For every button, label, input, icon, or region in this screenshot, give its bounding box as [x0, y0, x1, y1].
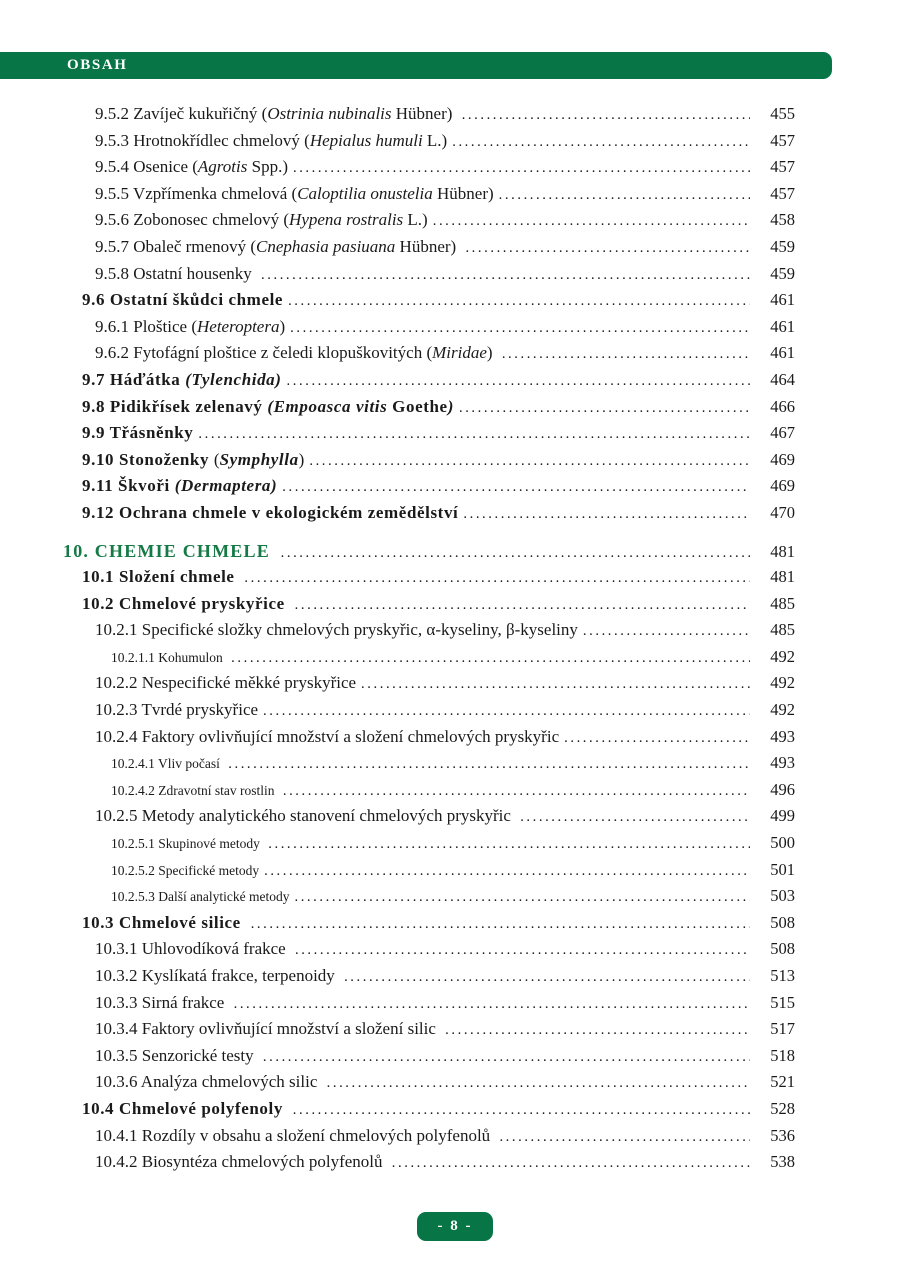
- entry-page-number: 508: [770, 939, 795, 959]
- toc-entry: [0, 966, 795, 993]
- entry-page-number: 493: [770, 726, 795, 746]
- entry-page-number: 467: [770, 423, 795, 443]
- entry-text: 10.2.3 Tvrdé pryskyřice: [95, 700, 259, 720]
- toc-entry: [0, 647, 795, 674]
- entry-text: 10.2.1 Specifické složky chmelových pryskyřic, α-kyseliny, β-kyseliny: [95, 620, 578, 640]
- header-bar: [0, 52, 832, 79]
- toc-entry: [0, 700, 795, 727]
- toc-entry: [0, 423, 795, 450]
- dotted-leader: [287, 373, 750, 390]
- dotted-leader: [263, 703, 750, 720]
- entry-page-number: 459: [770, 236, 795, 256]
- entry-page-number: 518: [770, 1045, 795, 1065]
- entry-page-number: 457: [770, 157, 795, 177]
- dotted-leader: [293, 160, 750, 177]
- entry-text: 9.6.2 Fytofágní ploštice z čeledi klopuškovitých (Miridae): [95, 343, 497, 363]
- entry-text: 9.6 Ostatní škůdci chmele: [82, 290, 284, 310]
- entry-text: 10.3.4 Faktory ovlivňující množství a složení silic: [95, 1019, 441, 1039]
- toc-entry: [0, 343, 795, 370]
- entry-page-number: 457: [770, 183, 795, 203]
- toc-entry: [0, 886, 795, 913]
- dotted-leader: [583, 623, 750, 640]
- dotted-leader: [282, 479, 750, 496]
- entry-text: 10.4 Chmelové polyfenoly: [82, 1098, 288, 1118]
- toc-entry: [0, 503, 795, 530]
- entry-text: 10.2 Chmelové pryskyřice: [82, 593, 290, 613]
- dotted-leader: [459, 400, 750, 417]
- entry-page-number: 464: [770, 369, 795, 389]
- dotted-leader: [327, 1075, 750, 1092]
- toc-entry: [0, 780, 795, 807]
- dotted-leader: [251, 916, 750, 933]
- entry-page-number: 481: [770, 567, 795, 587]
- toc-entry: [0, 913, 795, 940]
- toc-entry: [0, 370, 795, 397]
- entry-page-number: 461: [770, 343, 795, 363]
- dotted-leader: [283, 783, 750, 800]
- dotted-leader: [502, 346, 750, 363]
- entry-page-number: 492: [770, 700, 795, 720]
- entry-page-number: 469: [770, 449, 795, 469]
- entry-page-number: 508: [770, 912, 795, 932]
- entry-page-number: 538: [770, 1152, 795, 1172]
- entry-text: 10.3.3 Sirná frakce: [95, 992, 229, 1012]
- entry-text: 9.7 Háďátka (Tylenchida): [82, 369, 282, 389]
- toc-entry: [0, 673, 795, 700]
- toc-entry: [0, 594, 795, 621]
- dotted-leader: [433, 213, 750, 230]
- entry-text: 10.3.1 Uhlovodíková frakce: [95, 939, 290, 959]
- dotted-leader: [462, 107, 750, 124]
- entry-page-number: 470: [770, 502, 795, 522]
- entry-text: 9.11 Škvoři (Dermaptera): [82, 476, 278, 496]
- entry-page-number: 481: [770, 541, 795, 561]
- dotted-leader: [520, 809, 750, 826]
- entry-page-number: 466: [770, 396, 795, 416]
- toc-entry: [0, 1046, 795, 1073]
- toc-entry: [0, 806, 795, 833]
- toc-entry: [0, 833, 795, 860]
- entry-page-number: 493: [770, 753, 795, 773]
- page-number-label: - 8 -: [437, 1218, 473, 1234]
- entry-page-number: 517: [770, 1019, 795, 1039]
- entry-page-number: 461: [770, 316, 795, 336]
- entry-page-number: 459: [770, 263, 795, 283]
- dotted-leader: [281, 545, 750, 562]
- entry-page-number: 458: [770, 210, 795, 230]
- toc-entry: [0, 264, 795, 291]
- entry-page-number: 499: [770, 806, 795, 826]
- entry-page-number: 461: [770, 290, 795, 310]
- toc-entry: [0, 541, 795, 568]
- dotted-leader: [290, 320, 750, 337]
- dotted-leader: [309, 453, 750, 470]
- dotted-leader: [445, 1022, 750, 1039]
- toc-entry: [0, 567, 795, 594]
- entry-page-number: 513: [770, 966, 795, 985]
- toc-entry: [0, 1099, 795, 1126]
- entry-text: 9.9 Třásněnky: [82, 423, 194, 443]
- entry-text: 10.3.5 Senzorické testy: [95, 1045, 258, 1065]
- entry-text: 9.5.7 Obaleč rmenový (Cnephasia pasiuana Hübner): [95, 236, 461, 256]
- entry-text: 9.5.6 Zobonosec chmelový (Hypena rostralis L.): [95, 210, 428, 230]
- toc-entry: [0, 397, 795, 424]
- entry-text: 10. CHEMIE CHMELE: [63, 540, 276, 561]
- entry-text: 10.4.2 Biosyntéza chmelových polyfenolů: [95, 1152, 387, 1172]
- dotted-leader: [293, 1102, 750, 1119]
- toc-entry: [0, 1152, 795, 1179]
- entry-text: 9.5.3 Hrotnokřídlec chmelový (Hepialus humuli L.): [95, 130, 448, 150]
- entry-page-number: 485: [770, 593, 795, 613]
- entry-text: 9.12 Ochrana chmele v ekologickém zemědělství: [82, 502, 459, 522]
- toc-entry: [0, 1126, 795, 1153]
- entry-page-number: 492: [770, 646, 795, 666]
- entry-text: 10.2.5.2 Specifické metody: [111, 862, 260, 878]
- entry-text: 9.10 Stonoženky (Symphylla): [82, 449, 305, 469]
- dotted-leader: [231, 650, 750, 667]
- dotted-leader: [465, 240, 750, 257]
- entry-text: 10.2.5 Metody analytického stanovení chmelových pryskyřic: [95, 806, 516, 826]
- dotted-leader: [268, 836, 750, 853]
- page-number-badge: [417, 1212, 493, 1241]
- toc-entry: [0, 290, 795, 317]
- entry-text: 10.2.1.1 Kohumulon: [111, 649, 227, 665]
- entry-page-number: 500: [770, 833, 795, 853]
- toc-entry: [0, 620, 795, 647]
- entry-text: 10.2.2 Nespecifické měkké pryskyřice: [95, 673, 357, 693]
- entry-page-number: 457: [770, 130, 795, 150]
- dotted-leader: [263, 1049, 750, 1066]
- toc-entry: [0, 993, 795, 1020]
- entry-page-number: 485: [770, 620, 795, 640]
- toc-entry: [0, 104, 795, 131]
- dotted-leader: [294, 889, 750, 906]
- entry-text: 10.4.1 Rozdíly v obsahu a složení chmelových polyfenolů: [95, 1125, 495, 1145]
- toc-entry: [0, 210, 795, 237]
- toc-entry: [0, 131, 795, 158]
- entry-text: 9.6.1 Ploštice (Heteroptera): [95, 316, 286, 336]
- entry-page-number: 492: [770, 673, 795, 693]
- entry-text: 10.2.4.1 Vliv počasí: [111, 756, 224, 772]
- dotted-leader: [288, 293, 750, 310]
- dotted-leader: [452, 134, 750, 151]
- dotted-leader: [228, 756, 750, 773]
- toc-entry: [0, 753, 795, 780]
- toc-entry: [0, 939, 795, 966]
- entry-text: 10.2.5.3 Další analytické metody: [111, 889, 290, 905]
- dotted-leader: [499, 1129, 750, 1146]
- toc-entry: [0, 860, 795, 887]
- dotted-leader: [361, 676, 750, 693]
- entry-text: 9.8 Pidikřísek zelenavý (Empoasca vitis Goethe): [82, 396, 454, 416]
- entry-text: 10.3 Chmelové silice: [82, 912, 246, 932]
- entry-page-number: 515: [770, 992, 795, 1012]
- dotted-leader: [344, 969, 750, 986]
- toc-entry: [0, 1019, 795, 1046]
- dotted-leader: [264, 863, 750, 880]
- toc-entry: [0, 727, 795, 754]
- entry-page-number: 469: [770, 476, 795, 496]
- entry-page-number: 496: [770, 779, 795, 799]
- entry-text: 10.3.2 Kyslíkatá frakce, terpenoidy: [95, 966, 340, 985]
- entry-text: 10.3.6 Analýza chmelových silic: [95, 1072, 322, 1092]
- entry-page-number: 501: [770, 859, 795, 879]
- toc-entry: [0, 317, 795, 344]
- toc-entry: [0, 450, 795, 477]
- entry-text: 9.5.4 Osenice (Agrotis Spp.): [95, 157, 288, 177]
- dotted-leader: [198, 426, 750, 443]
- entry-text: 9.5.5 Vzpřímenka chmelová (Caloptilia onustelia Hübner): [95, 183, 494, 203]
- toc-entry: [0, 237, 795, 264]
- entry-text: 10.1 Složení chmele: [82, 567, 240, 587]
- page-title: OBSAH: [67, 57, 128, 73]
- toc-entry: [0, 184, 795, 211]
- entry-text: 10.2.4 Faktory ovlivňující množství a složení chmelových pryskyřic: [95, 726, 560, 746]
- toc-entry: [0, 1072, 795, 1099]
- dotted-leader: [499, 187, 750, 204]
- entry-page-number: 503: [770, 886, 795, 906]
- dotted-leader: [261, 267, 750, 284]
- toc-entry: [0, 157, 795, 184]
- entry-text: 10.2.4.2 Zdravotní stav rostlin: [111, 782, 278, 798]
- dotted-leader: [234, 996, 750, 1013]
- dotted-leader: [295, 942, 750, 959]
- entry-page-number: 455: [770, 104, 795, 123]
- entry-page-number: 536: [770, 1125, 795, 1145]
- dotted-leader: [463, 506, 750, 523]
- entry-text: 9.5.2 Zavíječ kukuřičný (Ostrinia nubinalis Hübner): [95, 104, 457, 123]
- dotted-leader: [244, 570, 750, 587]
- dotted-leader: [564, 730, 750, 747]
- toc-list: [0, 104, 795, 1179]
- entry-page-number: 528: [770, 1098, 795, 1118]
- entry-text: 9.5.8 Ostatní housenky: [95, 263, 257, 283]
- toc-entry: [0, 476, 795, 503]
- dotted-leader: [295, 597, 750, 614]
- entry-text: 10.2.5.1 Skupinové metody: [111, 836, 264, 852]
- entry-page-number: 521: [770, 1072, 795, 1092]
- dotted-leader: [392, 1155, 750, 1172]
